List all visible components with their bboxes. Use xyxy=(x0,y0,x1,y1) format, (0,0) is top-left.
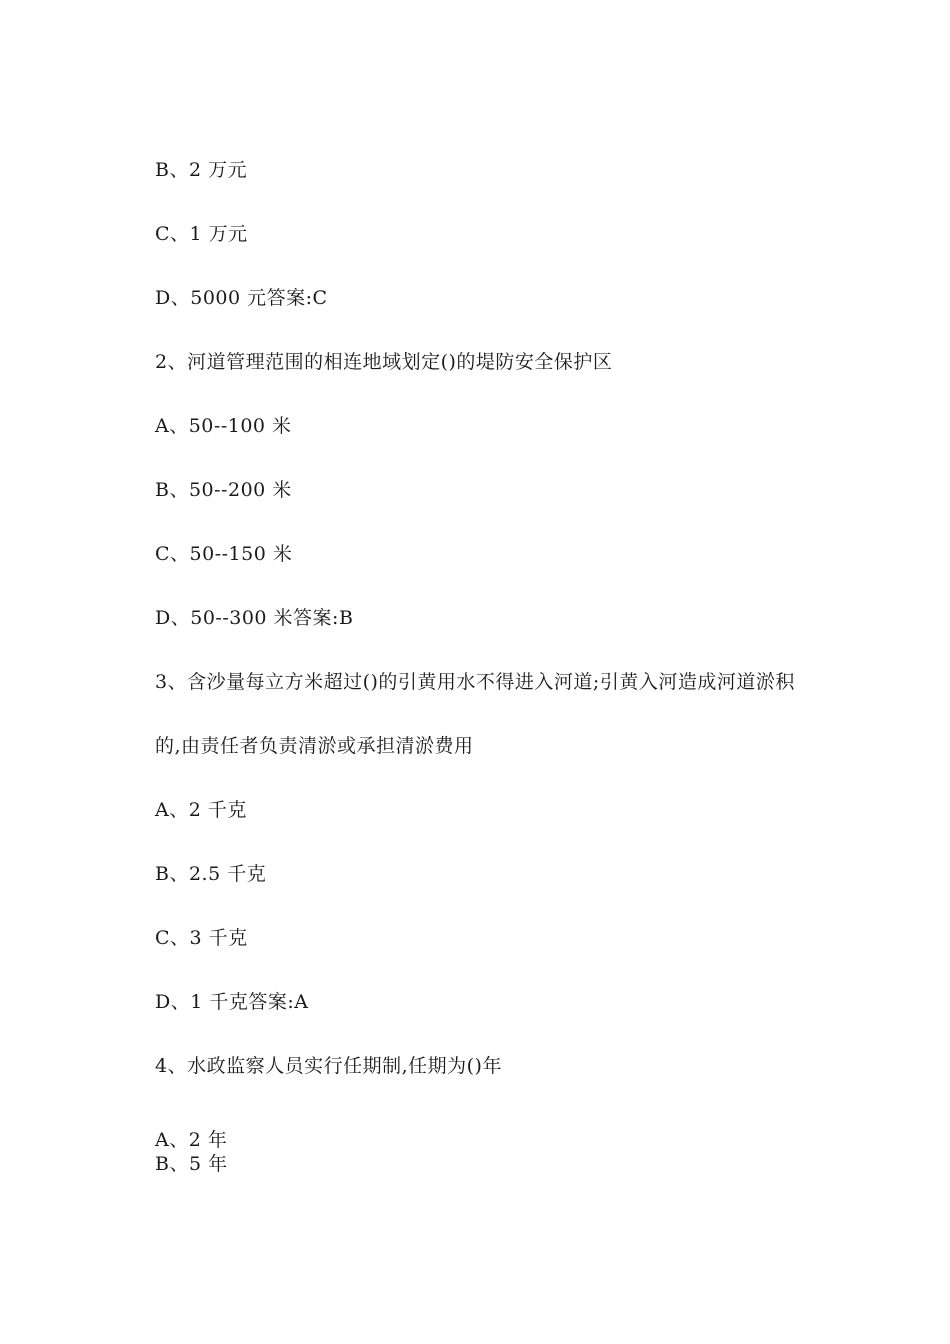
question-3: 3、含沙量每立方米超过()的引黄用水不得进入河道;引黄入河造成河道淤积 xyxy=(155,671,795,693)
question-3-continued: 的,由责任者负责清淤或承担清淤费用 xyxy=(155,735,474,757)
option-b-q4: B、5 年 xyxy=(155,1153,228,1175)
option-b-q1: B、2 万元 xyxy=(155,159,248,181)
option-d-q1-answer: D、5000 元答案:C xyxy=(155,287,328,309)
option-c-q2: C、50--150 米 xyxy=(155,543,293,565)
option-a-q4: A、2 年 xyxy=(155,1129,228,1151)
option-a-q3: A、2 千克 xyxy=(155,799,247,821)
option-b-q3: B、2.5 千克 xyxy=(155,863,267,885)
option-d-q3-answer: D、1 千克答案:A xyxy=(155,991,309,1013)
option-b-q2: B、50--200 米 xyxy=(155,479,292,501)
question-4: 4、水政监察人员实行任期制,任期为()年 xyxy=(155,1055,502,1077)
option-c-q1: C、1 万元 xyxy=(155,223,248,245)
option-c-q3: C、3 千克 xyxy=(155,927,248,949)
option-d-q2-answer: D、50--300 米答案:B xyxy=(155,607,354,629)
question-2: 2、河道管理范围的相连地域划定()的堤防安全保护区 xyxy=(155,351,613,373)
option-a-q2: A、50--100 米 xyxy=(155,415,292,437)
